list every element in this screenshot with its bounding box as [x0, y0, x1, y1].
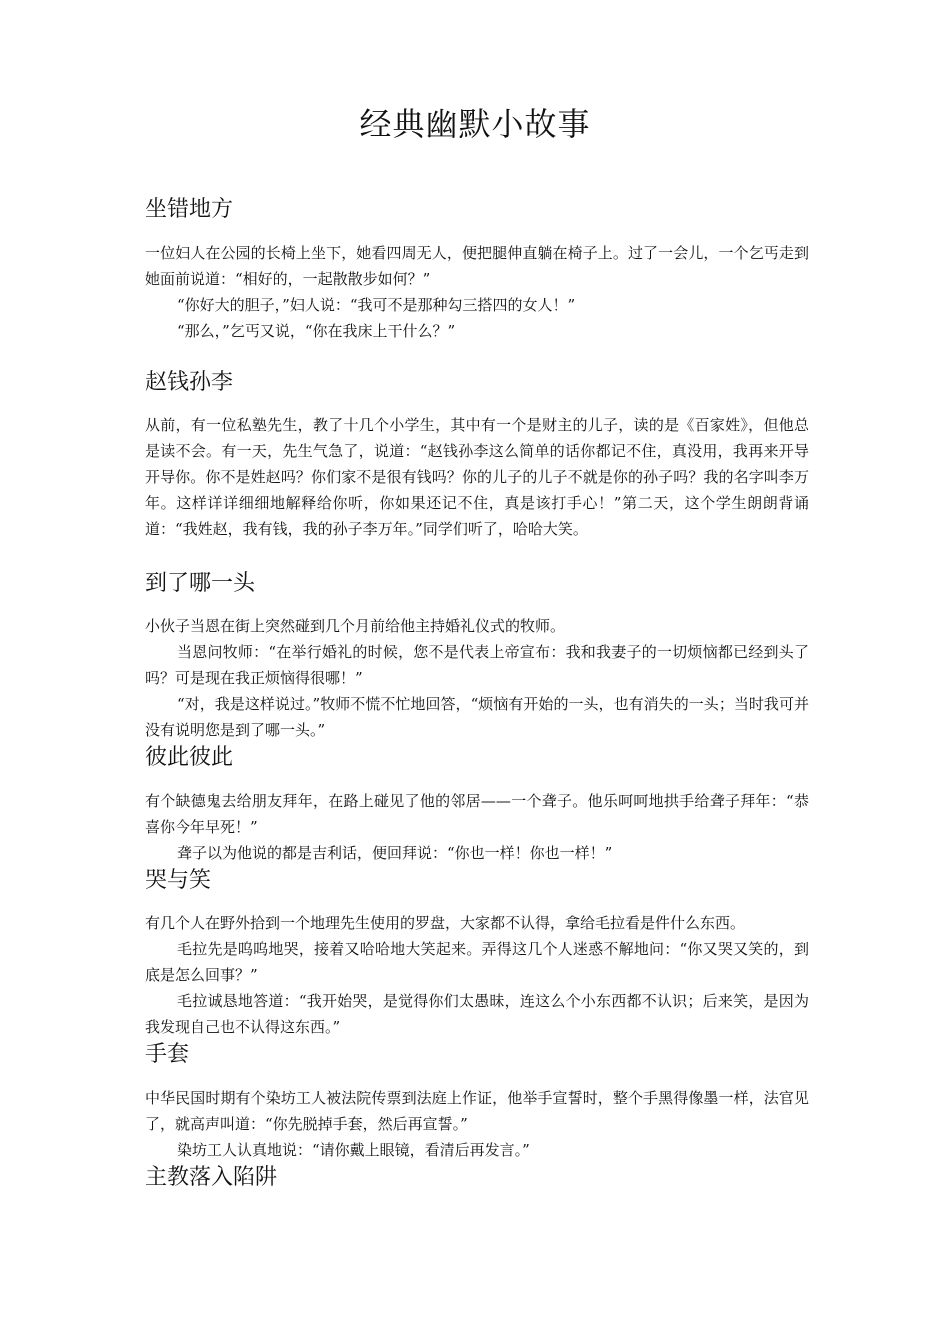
- story-4-paragraph-1: 有个缺德鬼去给朋友拜年，在路上碰见了他的邻居——一个聋子。他乐呵呵地拱手给聋子拜年：“恭喜你今年早死！”: [145, 792, 809, 836]
- story-heading-7: 主教落入陷阱: [145, 1165, 278, 1190]
- story-6-paragraph-1: 中华民国时期有个染坊工人被法院传票到法庭上作证，他举手宣誓时，整个手黑得像墨一样，法官见了，就高声叫道：“你先脱掉手套，然后再宣誓。”: [145, 1089, 809, 1133]
- story-6-paragraph-2: 染坊工人认真地说：“请你戴上眼镜，看清后再发言。”: [177, 1141, 530, 1159]
- story-heading-3: 到了哪一头: [145, 571, 256, 596]
- story-1-paragraph-2: “你好大的胆子，”妇人说：“我可不是那种勾三搭四的女人！”: [177, 296, 576, 314]
- story-5-paragraph-1: 有几个人在野外拾到一个地理先生使用的罗盘，大家都不认得，拿给毛拉看是件什么东西。: [145, 914, 746, 932]
- story-heading-5: 哭与笑: [145, 868, 212, 893]
- story-4-paragraph-2: 聋子以为他说的都是吉利话，便回拜说：“你也一样！你也一样！”: [177, 844, 613, 862]
- story-heading-6: 手套: [145, 1042, 190, 1067]
- story-heading-2: 赵钱孙李: [145, 370, 234, 395]
- document-title: 经典幽默小故事: [359, 105, 591, 143]
- story-heading-1: 坐错地方: [145, 197, 234, 222]
- story-3-paragraph-1: 小伙子当恩在街上突然碰到几个月前给他主持婚礼仪式的牧师。: [145, 617, 566, 635]
- story-5-paragraph-3: 毛拉诚恳地答道：“我开始哭，是觉得你们太愚昧，连这么个小东西都不认识；后来笑，是因为我发现自己也不认得这东西。”: [145, 992, 809, 1036]
- story-1-paragraph-1: 一位妇人在公园的长椅上坐下，她看四周无人，便把腿伸直躺在椅子上。过了一会儿，一个乞丐走到她面前说道：“相好的，一起散散步如何？”: [145, 244, 809, 288]
- story-5-paragraph-2: 毛拉先是呜呜地哭，接着又哈哈地大笑起来。弄得这几个人迷惑不解地问：“你又哭又笑的，到底是怎么回事？”: [145, 940, 809, 984]
- story-3-paragraph-3: “对，我是这样说过。”牧师不慌不忙地回答，“烦恼有开始的一头，也有消失的一头；当时我可并没有说明您是到了哪一头。”: [145, 695, 809, 739]
- story-1-paragraph-3: “那么，”乞丐又说，“你在我床上干什么？”: [177, 322, 456, 340]
- story-3-paragraph-2: 当恩问牧师：“在举行婚礼的时候，您不是代表上帝宣布：我和我妻子的一切烦恼都已经到头了吗？可是现在我正烦恼得很哪！”: [145, 643, 809, 687]
- story-heading-4: 彼此彼此: [145, 745, 234, 770]
- story-2-paragraph-1: 从前，有一位私塾先生，教了十几个小学生，其中有一个是财主的儿子，读的是《百家姓》，但他总是读不会。有一天，先生气急了，说道：“赵钱孙李这么简单的话你都记不住，真没用，我再来开导开导你。你不是姓赵吗？你们家不是很有钱吗？你的儿子的儿子不就是你的孙子吗？我的名字叫李万年。这样详详细细地解释给你听，你如果还记不住，真是该打手心！”第二天，这个学生朗朗背诵道：“我姓赵，我有钱，我的孙子李万年。”同学们听了，哈哈大笑。: [145, 416, 809, 538]
